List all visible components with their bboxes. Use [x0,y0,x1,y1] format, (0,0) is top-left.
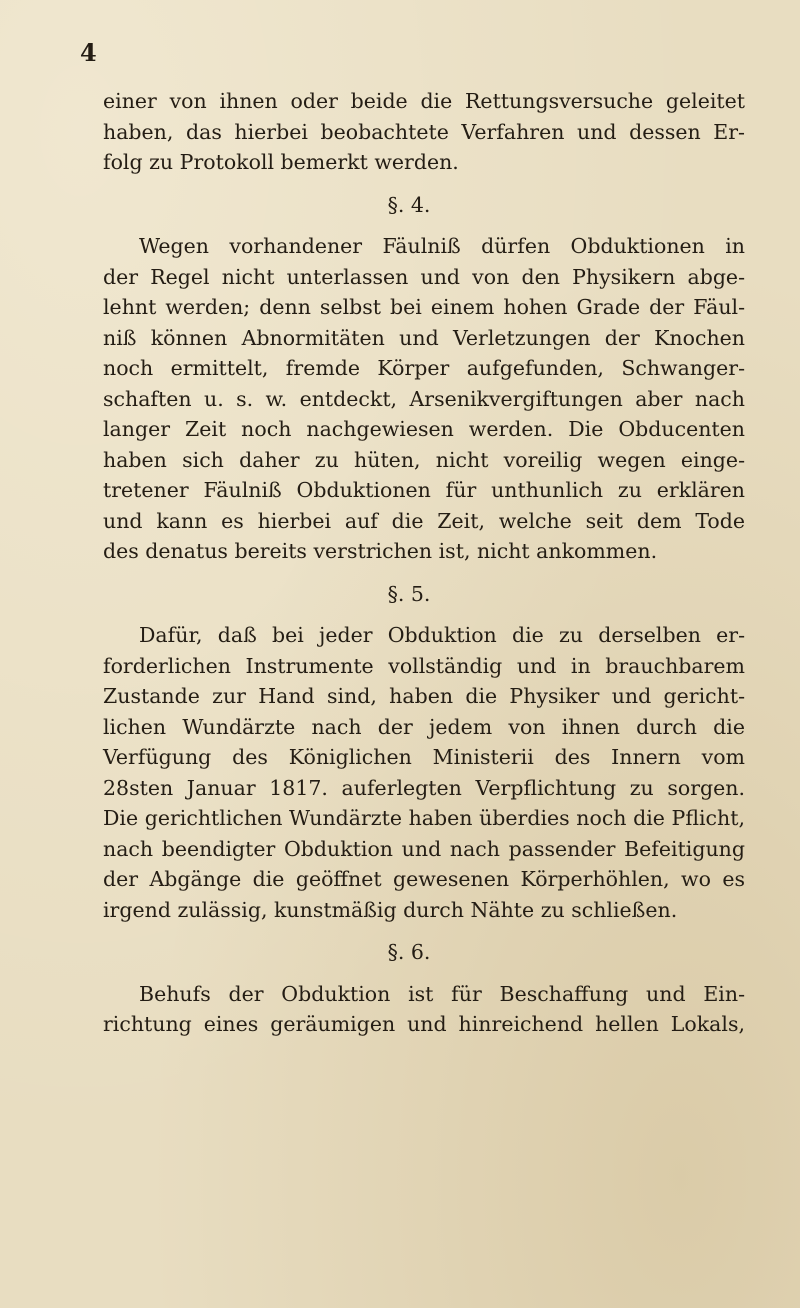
text-line: lichen Wundärzte nach der jedem von ihnen durch die [103,714,745,739]
text-line: schaften u. s. w. entdeckt, Arsenikvergiftungen aber nach [103,386,745,411]
text-line: der Abgänge die geöffnet gewesenen Körperhöhlen, wo es [103,867,745,891]
text-line: Verfügung des Königlichen Ministerii des Innern vom [103,745,745,769]
text-line: des denatus bereits verstrichen ist, nicht ankommen. [103,539,658,563]
intro-paragraph [103,86,745,178]
section-4 [103,190,745,567]
text-line: einer von ihnen oder beide die Rettungsversuche geleitet [103,89,745,113]
text-line: haben sich daher zu hüten, nicht voreilig wegen einge- [103,447,745,472]
text-line: der Regel nicht unterlassen und von den Physikern abge- [103,264,745,289]
text-line: und kann es hierbei auf die Zeit, welche seit dem Tode [103,508,745,533]
section-heading: §. 4. [387,192,431,217]
text-line: 28sten Januar 1817. auferlegten Verpflichtung zu sorgen. [103,775,745,800]
text-line: forderlichen Instrumente vollständig und in brauchbarem [103,653,745,678]
text-line: nach beendigter Obduktion und nach passender Befeitigung [103,836,745,861]
body-text [103,86,745,1040]
text-line: folg zu Protokoll bemerkt werden. [103,150,459,174]
text-line: richtung eines geräumigen und hinreichend hellen Lokals, [103,1012,745,1036]
section-heading: §. 6. [387,940,431,964]
text-line: lehnt werden; denn selbst bei einem hohen Grade der Fäul- [103,295,745,319]
section-5 [103,579,745,926]
section-6 [103,937,745,1040]
text-line: Zustande zur Hand sind, haben die Physiker und gericht- [103,684,745,708]
text-line: Dafür, daß bei jeder Obduktion die zu derselben er- [139,623,745,647]
text-line: noch ermittelt, fremde Körper aufgefunden, Schwanger- [103,356,745,380]
text-line: irgend zulässig, kunstmäßig durch Nähte zu schließen. [103,897,678,922]
text-line: haben, das hierbei beobachtete Verfahren und dessen Er- [103,119,745,144]
text-line: Wegen vorhandener Fäulniß dürfen Obduktionen in [139,234,745,258]
text-line: tretener Fäulniß Obduktionen für unthunlich zu erklären [103,478,745,502]
page-number: 4 [80,38,97,67]
text-line: langer Zeit noch nachgewiesen werden. Die Obducenten [103,417,745,441]
section-heading: §. 5. [387,581,431,606]
text-line: Die gerichtlichen Wundärzte haben überdies noch die Pflicht, [103,806,745,830]
text-line: niß können Abnormitäten und Verletzungen der Knochen [103,325,745,350]
text-line: Behufs der Obduktion ist für Beschaffung und Ein- [139,981,745,1006]
